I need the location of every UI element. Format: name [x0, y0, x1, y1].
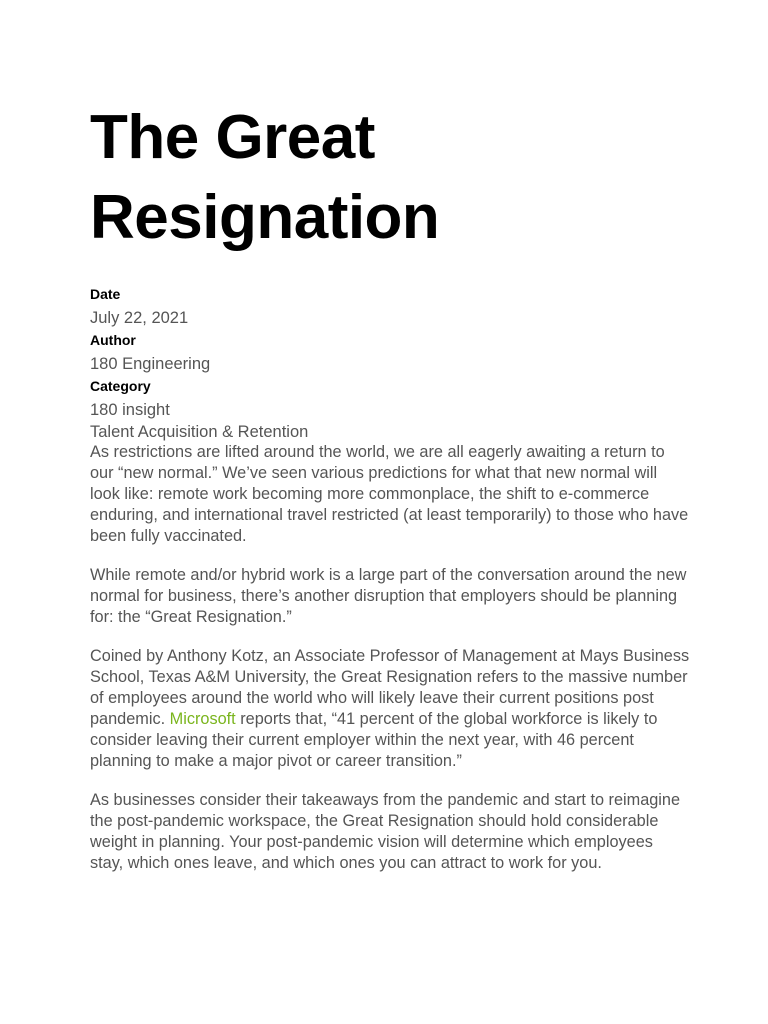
title-line-2: Resignation [90, 183, 440, 252]
article-body [90, 442, 690, 874]
author-value: 180 Engineering [90, 355, 211, 373]
paragraph-1: As restrictions are lifted around the world, we are all eagerly awaiting a return to our “new normal.” We’ve seen various predictions for what that new normal will look like: remote work becoming more commonplace, the shift to e-commerce enduring, and international travel restricted (at least temporarily) to those who have been fully vaccinated. [90, 443, 689, 545]
paragraph-3 [90, 646, 690, 772]
category-value-2: Talent Acquisition & Retention [90, 423, 309, 441]
category-value-1: 180 insight [90, 401, 170, 419]
date-label: Date [90, 286, 121, 302]
article-meta [90, 284, 690, 442]
page-title [90, 98, 690, 258]
category-label: Category [90, 378, 151, 394]
microsoft-link[interactable]: Microsoft [169, 710, 236, 728]
date-value: July 22, 2021 [90, 309, 189, 327]
article [90, 98, 690, 892]
paragraph-3-text-end: reports that, “41 percent of the global workforce is likely to consider leaving their current employer within the next year, with 46 percent planning to make a major pivot or career transition.” [90, 710, 658, 770]
title-line-1: The Great [90, 103, 375, 172]
paragraph-2: While remote and/or hybrid work is a large part of the conversation around the new normal for business, there’s another disruption that employers should be planning for: the “Great Resignation.” [90, 566, 687, 626]
author-label: Author [90, 332, 136, 348]
paragraph-4: As businesses consider their takeaways from the pandemic and start to reimagine the post-pandemic workspace, the Great Resignation should hold considerable weight in planning. Your post-pandemic vision will determine which employees stay, which ones leave, and which ones you can attract to work for you. [90, 791, 681, 872]
paragraph-3-text-start: Coined by Anthony Kotz, an Associate Professor of Management at Mays Business School, Texas A&M University, the Great Resignation refers to the massive number of employees around the world who will likely leave their current positions post pandemic. [90, 647, 690, 728]
